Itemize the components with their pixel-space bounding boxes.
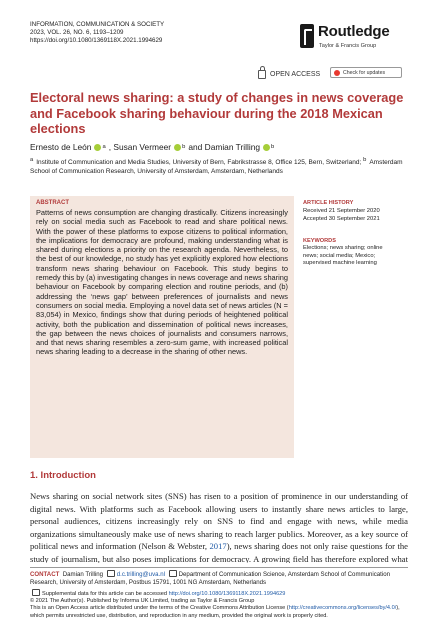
section-heading: 1. Introduction xyxy=(30,470,96,481)
abstract-heading: ABSTRACT xyxy=(36,200,69,206)
orcid-icon[interactable] xyxy=(263,144,270,151)
journal-header xyxy=(30,21,164,46)
author-separator: and xyxy=(188,142,203,152)
publisher-sub: Taylor & Francis Group xyxy=(319,43,377,49)
check-updates-label: Check for updates xyxy=(343,69,386,76)
supplemental-text: Supplemental data for this article can be accessed xyxy=(42,591,169,597)
journal-volume: 2023, VOL. 26, NO. 6, 1193–1209 xyxy=(30,29,124,37)
publisher-name: Routledge xyxy=(318,23,390,40)
author-separator: , xyxy=(108,142,112,152)
contact-department: Department of Communication Science, Amsterdam School of Communication Research, University of Amsterdam, Postbus 15791, 1001 NG Amsterdam, Netherlands xyxy=(30,571,390,587)
address-icon xyxy=(169,570,177,577)
open-lock-icon xyxy=(258,70,266,79)
routledge-logo xyxy=(300,22,410,58)
contact-name: Damian Trilling xyxy=(62,571,104,578)
introduction-text xyxy=(30,490,408,563)
intro-text-after-cite: ), news sharing does not only raise questions for the study of journalism, but also poses implications for democracy. A growing field has therefore explored what xyxy=(30,541,408,563)
abstract-text: Patterns of news consumption are changing drastically. Citizens increasingly rely on social media such as Facebook to read and share political news. With the power of these platforms to expose citizens to political information, the implications for democracy are profound, making understanding what is shared during elections a priority on the research agenda. Nevertheless, to the best of our knowledge, no study has yet explicitly explored how elections transform news sharing behaviour on Facebook. This study begins to remedy this by (a) investigating changes in news coverage and news sharing behaviour on Facebook by comparing election and routine periods, and (b) addressing the ‘news gap’ between preferences of journalists and news consumers on social media. Employing a novel data set of news articles (N = 83,054) in Mexico, findings show that during periods of heightened political activity, both the publication and dissemination of political news increases, the gap between the news choices of journalists and consumers narrows, and that news sharing resembles a zero-sum game, with increased political news sharing leading to a decrease in the sharing of other news. xyxy=(36,208,288,357)
supplemental-link[interactable]: http://doi.org/10.1080/1369118X.2021.1994629 xyxy=(168,591,286,597)
author-name: Susan Vermeer xyxy=(113,142,172,152)
keywords-text: Elections; news sharing; online news; social media; Mexico; supervised machine learning xyxy=(303,245,383,266)
contact-label: CONTACT xyxy=(30,571,60,578)
affiliations xyxy=(30,156,410,176)
license-suffix: ), which permits unrestricted use, distribution, and reproduction in any medium, provided the original work is properly cited. xyxy=(30,605,400,619)
keywords-heading: KEYWORDS xyxy=(303,238,336,244)
affiliation-a: Institute of Communication and Media Studies, University of Bern, Fabrikstrasse 8, Office 125, Bern, Switzerland; xyxy=(36,159,362,167)
article-history xyxy=(303,208,411,223)
open-access-badge xyxy=(258,70,320,79)
journal-doi[interactable]: https://doi.org/10.1080/1369118X.2021.1994629 xyxy=(30,37,163,45)
accepted-date: Accepted 30 September 2021 xyxy=(303,215,380,222)
supplemental-line xyxy=(30,589,408,598)
author-affiliation-mark: b xyxy=(182,144,186,150)
author-affiliation-mark: a xyxy=(102,144,106,150)
journal-name: INFORMATION, COMMUNICATION & SOCIETY xyxy=(30,21,165,28)
license-footnote xyxy=(30,589,408,620)
article-title: Electoral news sharing: a study of changes in news coverage and Facebook sharing behaviour during the 2018 Mexican elections xyxy=(30,90,404,136)
email-icon xyxy=(107,570,115,577)
citation-link[interactable]: 2017 xyxy=(209,541,227,551)
routledge-mark-icon xyxy=(300,24,314,48)
license-link[interactable]: http://creativecommons.org/licenses/by/4.0/ xyxy=(288,605,397,612)
author-list xyxy=(30,142,277,152)
article-history-heading: ARTICLE HISTORY xyxy=(303,200,354,206)
supplemental-icon xyxy=(32,589,40,596)
crossmark-icon xyxy=(334,70,340,76)
footer-divider xyxy=(30,567,408,568)
license-prefix: This is an Open Access article distributed under the terms of the Creative Commons Attribution License ( xyxy=(30,605,289,612)
open-access-label: OPEN ACCESS xyxy=(270,71,321,78)
author-name: Damian Trilling xyxy=(204,142,261,152)
check-for-updates-button[interactable] xyxy=(330,67,402,78)
contact-footnote xyxy=(30,570,408,588)
license-text xyxy=(30,605,408,619)
author-affiliation-mark: b xyxy=(271,144,275,150)
affiliation-mark-b: b xyxy=(363,157,367,163)
author-name: Ernesto de León xyxy=(30,142,92,152)
orcid-icon[interactable] xyxy=(94,144,101,151)
affiliation-b: Amsterdam School of Communication Research, University of Amsterdam, Amsterdam, Netherlands xyxy=(30,159,403,175)
copyright-text: © 2021 The Author(s). Published by Informa UK Limited, trading as Taylor & Francis Group xyxy=(30,598,255,605)
received-date: Received 21 September 2020 xyxy=(303,208,380,214)
affiliation-mark-a: a xyxy=(30,157,34,163)
orcid-icon[interactable] xyxy=(174,144,181,151)
contact-email[interactable]: d.c.trilling@uva.nl xyxy=(116,571,165,578)
intro-text-before-cite: News sharing on social network sites (SNS) has risen to a position of prominence in our understanding of digital news. With platforms such as Facebook allowing users to instantly share news articles to large, personal audiences, citizens increasingly rely on SNS to find and engage with news, while media organizations simultaneously make use of news sharing to reach larger publics. Moreover, as a key source of political news and information (Nelson & Webster, xyxy=(30,491,408,551)
